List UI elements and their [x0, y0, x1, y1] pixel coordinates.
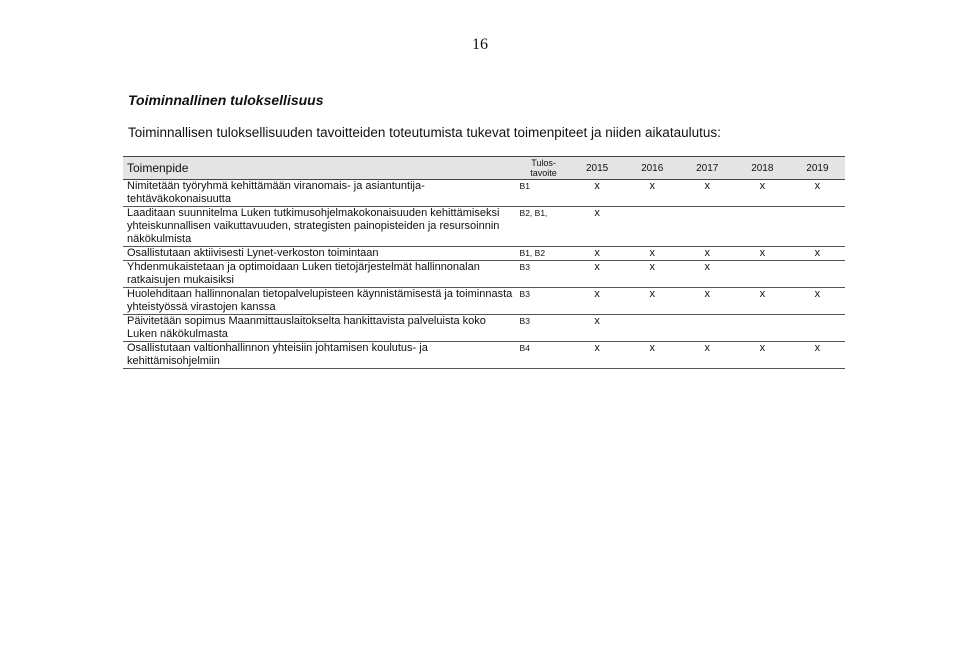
year-mark-2019: x	[790, 288, 845, 315]
year-mark-2015: x	[570, 315, 625, 342]
year-mark-2017: x	[680, 288, 735, 315]
year-mark-2018	[735, 261, 790, 288]
table-row	[123, 247, 845, 261]
year-mark-2015: x	[570, 342, 625, 369]
year-mark-2015: x	[570, 288, 625, 315]
section-title: Toiminnallinen tuloksellisuus	[128, 92, 324, 108]
goal-cell: B3	[518, 261, 570, 288]
year-mark-2017	[680, 207, 735, 247]
year-mark-2018	[735, 315, 790, 342]
year-mark-2019	[790, 207, 845, 247]
table-body	[123, 180, 845, 369]
measure-cell: Laaditaan suunnitelma Luken tutkimusohjelmakokonaisuuden kehittämiseksi yhteiskunnallisen vaikuttavuuden, strategisten painopisteiden ja resursoinnin näkökulmista	[123, 207, 518, 247]
year-mark-2015: x	[570, 261, 625, 288]
year-mark-2019: x	[790, 180, 845, 207]
header-goal-line1: Tulos-	[531, 158, 556, 168]
header-year-2019: 2019	[790, 157, 845, 180]
year-mark-2016: x	[625, 247, 680, 261]
year-mark-2019: x	[790, 342, 845, 369]
measure-cell: Osallistutaan valtionhallinnon yhteisiin johtamisen koulutus- ja kehittämisohjelmiin	[123, 342, 518, 369]
year-mark-2016	[625, 207, 680, 247]
table-row	[123, 342, 845, 369]
year-mark-2018: x	[735, 180, 790, 207]
year-mark-2019	[790, 261, 845, 288]
year-mark-2018: x	[735, 247, 790, 261]
header-year-2016: 2016	[625, 157, 680, 180]
header-goal-line2: tavoite	[530, 168, 557, 178]
header-year-2015: 2015	[570, 157, 625, 180]
goal-cell: B4	[518, 342, 570, 369]
year-mark-2016: x	[625, 288, 680, 315]
goal-cell: B2, B1,	[518, 207, 570, 247]
year-mark-2015: x	[570, 207, 625, 247]
year-mark-2017: x	[680, 247, 735, 261]
header-year-2018: 2018	[735, 157, 790, 180]
year-mark-2016	[625, 315, 680, 342]
goal-cell: B1, B2	[518, 247, 570, 261]
year-mark-2015: x	[570, 247, 625, 261]
table-row	[123, 288, 845, 315]
table-row	[123, 261, 845, 288]
year-mark-2016: x	[625, 180, 680, 207]
measure-cell: Nimitetään työryhmä kehittämään viranomais- ja asiantuntija-tehtäväkokonaisuutta	[123, 180, 518, 207]
table-header-row	[123, 157, 845, 180]
year-mark-2019	[790, 315, 845, 342]
table-row	[123, 180, 845, 207]
measure-cell: Huolehditaan hallinnonalan tietopalvelupisteen käynnistämisestä ja toiminnasta yhteistyössä virastojen kanssa	[123, 288, 518, 315]
intro-text: Toiminnallisen tuloksellisuuden tavoitteiden toteutumista tukevat toimenpiteet ja niiden aikataulutus:	[128, 125, 721, 140]
year-mark-2018	[735, 207, 790, 247]
table-row	[123, 315, 845, 342]
year-mark-2017: x	[680, 180, 735, 207]
goal-cell: B3	[518, 315, 570, 342]
header-year-2017: 2017	[680, 157, 735, 180]
table-row	[123, 207, 845, 247]
goal-cell: B1	[518, 180, 570, 207]
year-mark-2017: x	[680, 342, 735, 369]
page-number: 16	[472, 36, 488, 53]
year-mark-2016: x	[625, 342, 680, 369]
measures-table	[123, 156, 845, 369]
year-mark-2018: x	[735, 288, 790, 315]
goal-cell: B3	[518, 288, 570, 315]
year-mark-2015: x	[570, 180, 625, 207]
measure-cell: Yhdenmukaistetaan ja optimoidaan Luken tietojärjestelmät hallinnonalan ratkaisujen mukaisiksi	[123, 261, 518, 288]
header-measure: Toimenpide	[123, 157, 518, 180]
year-mark-2019: x	[790, 247, 845, 261]
year-mark-2017	[680, 315, 735, 342]
header-goal	[518, 157, 570, 180]
measure-cell: Päivitetään sopimus Maanmittauslaitokselta hankittavista palveluista koko Luken näkökulmasta	[123, 315, 518, 342]
measure-cell: Osallistutaan aktiivisesti Lynet-verkoston toimintaan	[123, 247, 518, 261]
year-mark-2018: x	[735, 342, 790, 369]
year-mark-2016: x	[625, 261, 680, 288]
year-mark-2017: x	[680, 261, 735, 288]
